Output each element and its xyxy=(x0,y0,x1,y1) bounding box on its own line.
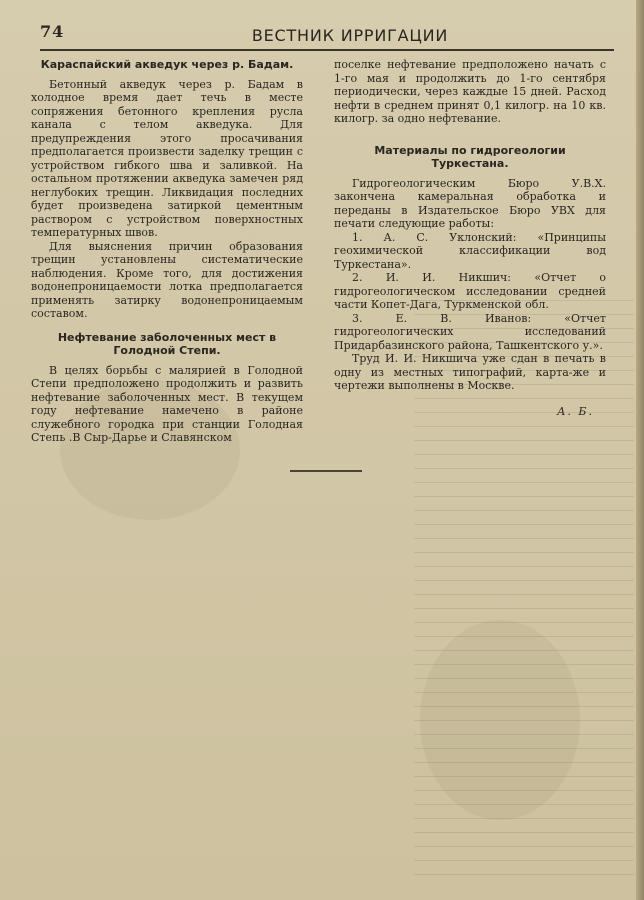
section-heading-oiling: Нефтевание заболоченных мест в Голодной Степи. xyxy=(57,330,277,357)
list-item: 3. Е. В. Иванов: «Отчет гидрогеологических исследований Придарбазинского района, Ташкентского у.». xyxy=(334,311,606,352)
list-item: 1. А. С. Уклонский: «Принципы геохимической классификации вод Туркестана». xyxy=(334,230,606,271)
end-rule xyxy=(290,470,362,472)
page-binding-edge xyxy=(636,0,644,900)
paragraph: Гидрогеологическим Бюро У.В.Х. закончена камеральная обработка и переданы в Издательское Бюро УВХ для печати следующие работы: xyxy=(334,176,606,230)
paragraph: Труд И. И. Никшича уже сдан в печать в одну из местных типографий, карта-же и чертежи выполнены в Москве. xyxy=(334,352,606,392)
paragraph-continuation: поселке нефтевание предположено начать с 1-го мая и продолжить до 1-го сентября периодически, через каждые 15 дней. Расход нефти в среднем принят 0,1 килогр. на 10 кв. килогр. за одно нефтевание. xyxy=(334,58,606,125)
header-rule xyxy=(40,49,614,51)
author-signature: А. Б. xyxy=(557,404,594,418)
section-heading-hydrogeology: Материалы по гидрогеологии Туркестана. xyxy=(374,143,566,170)
list-item: 2. И. И. Никшич: «Отчет о гидрогеологическом исследовании средней части Копет-Дага, Туркменской обл. xyxy=(334,271,606,311)
paper-stain xyxy=(420,620,580,820)
paragraph: Для выяснения причин образования трещин установлены систематические наблюдения. Кроме того, для достижения водонепроницаемости лотка предполагается применять затирку водонепроницаемым составом. xyxy=(31,239,303,320)
paragraph: Бетонный акведук через р. Бадам в холодное время дает течь в месте сопряжения бетонного крепления русла канала с телом акведука. Для предупреждения этого просачивания предполагается произвести заделку трещин с устройством гибкого шва и заливкой. На остальном протяжении акведука замечен ряд неглубоких трещин. Ликвидация последних будет произведена затиркой цементным раствором с устройством поверхностных температурных швов. xyxy=(31,77,303,239)
right-column xyxy=(334,58,606,418)
page-header xyxy=(40,20,614,50)
section-heading-aqueduct: Караспайский акведук через р. Бадам. xyxy=(40,58,294,71)
paragraph: В целях борьбы с малярией в Голодной Степи предположено продолжить и развить нефтевание заболоченных мест. В текущем году нефтевание намечено в районе служебного городка при станции Голодная Степь .В Сыр-Дарье и Славянском xyxy=(31,363,303,444)
page-number: 74 xyxy=(40,22,65,41)
running-title: ВЕСТНИК ИРРИГАЦИИ xyxy=(251,26,449,45)
left-column xyxy=(31,58,303,445)
